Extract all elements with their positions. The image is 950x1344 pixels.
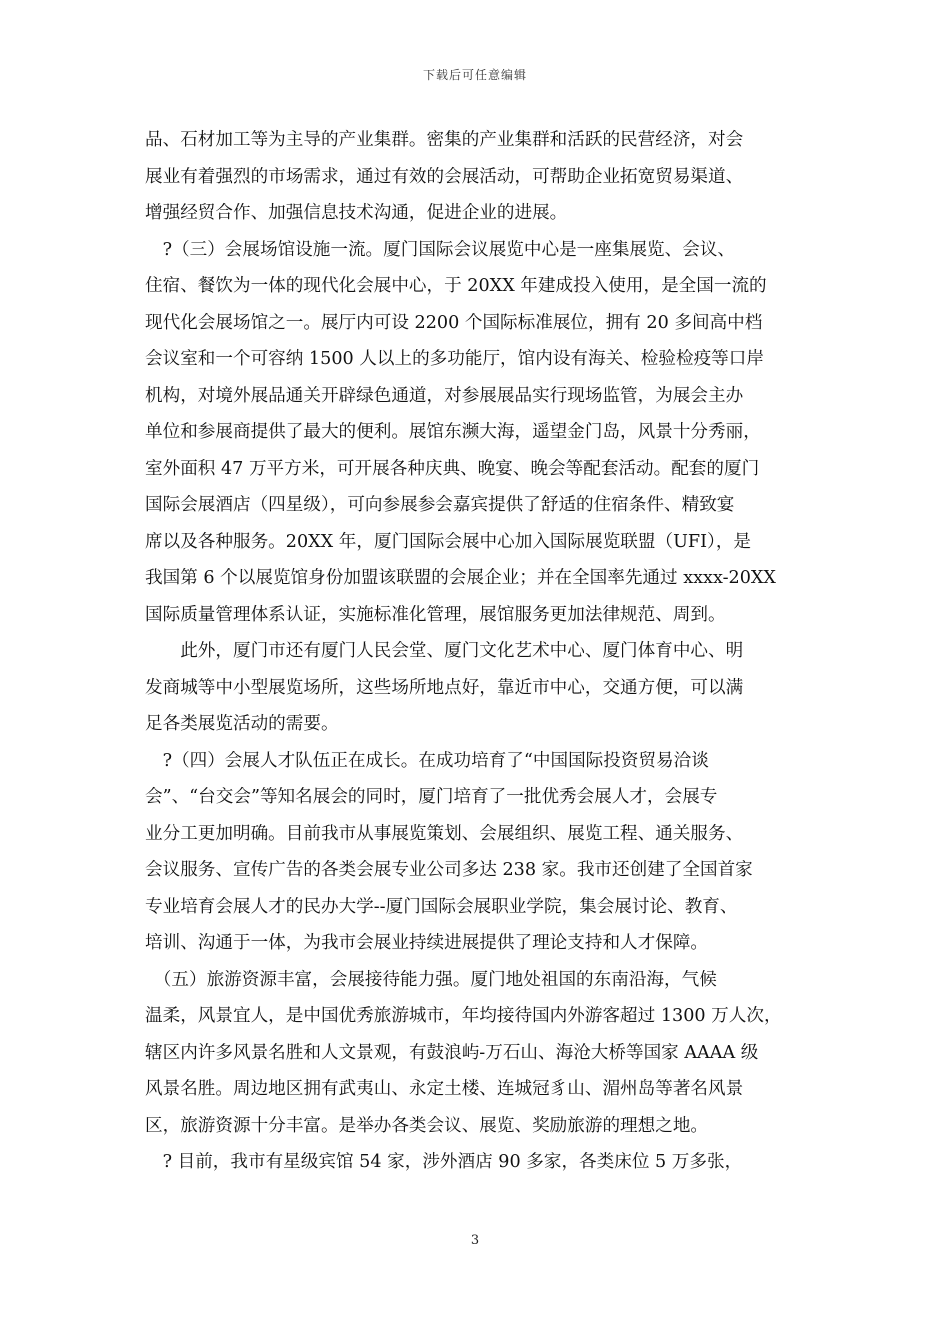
text-line: 品、石材加工等为主导的产业集群。密集的产业集群和活跃的民营经济，对会: [145, 130, 744, 150]
paragraph: [145, 1144, 807, 1181]
text-line: ? 目前，我市有星级宾馆 54 家，涉外酒店 90 多家，各类床位 5 万多张，: [145, 1152, 743, 1172]
text-line: 风景名胜。周边地区拥有武夷山、永定土楼、连城冠豸山、湄州岛等著名风景: [145, 1079, 744, 1099]
text-line: 单位和参展商提供了最大的便利。展馆东濒大海，遥望金门岛，风景十分秀丽，: [145, 422, 761, 442]
text-line: 此外，厦门市还有厦门人民会堂、厦门文化艺术中心、厦门体育中心、明: [145, 641, 744, 661]
text-line: 专业培育会展人才的民办大学--厦门国际会展职业学院，集会展讨论、教育、: [145, 896, 738, 917]
page-header: 下载后可任意编辑: [422, 68, 527, 82]
text-line: 展业有着强烈的市场需求，通过有效的会展活动，可帮助企业拓宽贸易渠道、: [145, 166, 744, 187]
text-line: 增强经贸合作、加强信息技术沟通，促进企业的进展。: [145, 203, 568, 223]
text-line: 辖区内许多风景名胜和人文景观，有鼓浪屿-万石山、海沧大桥等国家 AAAA 级: [145, 1042, 759, 1063]
text-line: 区，旅游资源十分丰富。是举办各类会议、展览、奖励旅游的理想之地。: [145, 1115, 709, 1136]
text-line: 住宿、餐饮为一体的现代化会展中心，于 20XX 年建成投入使用，是全国一流的: [145, 276, 767, 296]
text-line: 国际质量管理体系认证，实施标准化管理，展馆服务更加法律规范、周到。: [145, 604, 726, 625]
text-line: （五）旅游资源丰富，会展接待能力强。厦门地处祖国的东南沿海，气候: [145, 969, 717, 990]
text-line: 国际会展酒店（四星级），可向参展参会嘉宾提供了舒适的住宿条件、精致宴: [145, 495, 735, 515]
text-line: ?（三）会展场馆设施一流。厦门国际会议展览中心是一座集展览、会议、: [145, 239, 736, 260]
text-line: 室外面积 47 万平方米，可开展各种庆典、晚宴、晚会等配套活动。配套的厦门: [145, 458, 760, 479]
page-number: 3: [470, 1233, 480, 1248]
text-line: 发商城等中小型展览场所，这些场所地点好，靠近市中心，交通方便，可以满: [145, 677, 744, 698]
paragraph: [145, 633, 807, 743]
text-line: 席以及各种服务。20XX 年，厦门国际会展中心加入国际展览联盟（UFI），是: [145, 531, 752, 552]
text-line: 业分工更加明确。目前我市从事展览策划、会展组织、展览工程、通关服务、: [145, 823, 744, 844]
text-line: ?（四）会展人才队伍正在成长。在成功培育了“中国国际投资贸易洽谈: [145, 750, 709, 771]
text-line: 机构，对境外展品通关开辟绿色通道，对参展展品实行现场监管，为展会主办: [145, 385, 744, 406]
text-line: 会议室和一个可容纳 1500 人以上的多功能厅，馆内设有海关、检验检疫等口岸: [145, 349, 764, 369]
paragraph: [145, 232, 807, 634]
document-body: [145, 122, 807, 1181]
text-line: 现代化会展场馆之一。展厅内可设 2200 个国际标准展位，拥有 20 多间高中档: [145, 312, 763, 333]
text-line: 我国第 6 个以展览馆身份加盟该联盟的会展企业；并在全国率先通过 xxxx-20XX: [145, 568, 776, 588]
text-line: 温柔，风景宜人，是中国优秀旅游城市，年均接待国内外游客超过 1300 万人次，: [145, 1006, 782, 1026]
text-line: 培训、沟通于一体，为我市会展业持续进展提供了理论支持和人才保障。: [145, 933, 709, 953]
text-line: 会议服务、宣传广告的各类会展专业公司多达 238 家。我市还创建了全国首家: [145, 860, 753, 880]
text-line: 足各类展览活动的需要。: [145, 714, 339, 734]
paragraph: [145, 743, 807, 962]
text-line: 会”、“台交会”等知名展会的同时，厦门培育了一批优秀会展人才，会展专: [145, 787, 718, 807]
paragraph: [145, 122, 807, 232]
paragraph: [145, 962, 807, 1145]
